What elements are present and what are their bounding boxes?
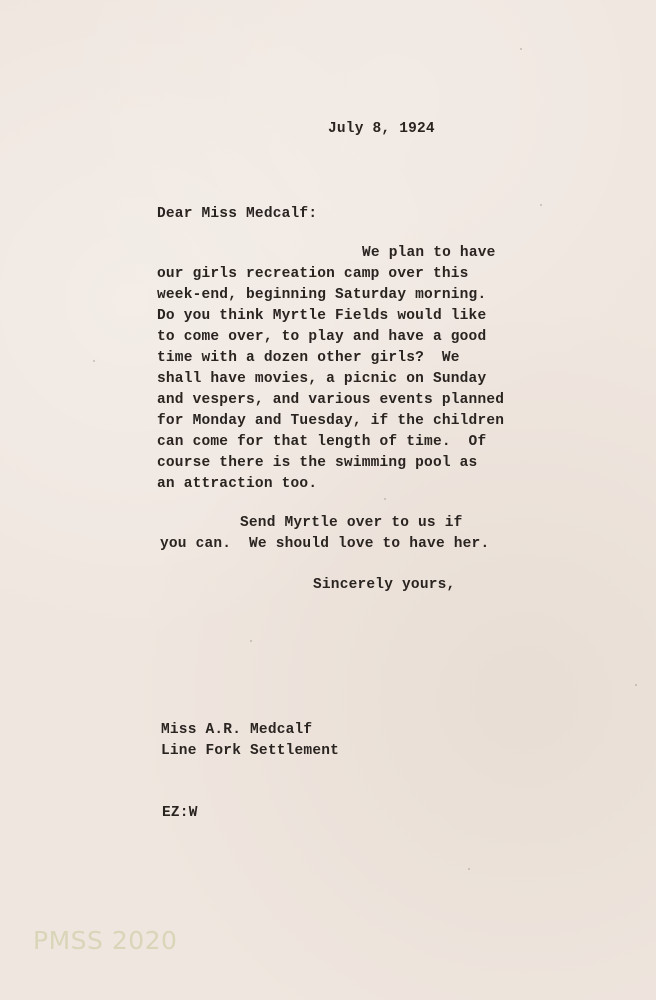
paragraph-line: shall have movies, a picnic on Sunday <box>157 371 487 387</box>
paragraph-line: time with a dozen other girls? We <box>157 350 460 366</box>
archive-watermark: PMSS 2020 <box>33 926 178 955</box>
paragraph-line: our girls recreation camp over this <box>157 266 469 282</box>
paragraph-line: Do you think Myrtle Fields would like <box>157 308 487 324</box>
paper-speck <box>384 498 386 500</box>
paragraph-line: can come for that length of time. Of <box>157 434 487 450</box>
recipient-org: Line Fork Settlement <box>161 743 340 759</box>
recipient-name: Miss A.R. Medcalf <box>161 722 313 738</box>
paragraph-line: to come over, to play and have a good <box>157 329 487 345</box>
paragraph-line: and vespers, and various events planned <box>157 392 505 408</box>
paragraph-line: you can. We should love to have her. <box>160 536 490 552</box>
typist-initials: EZ:W <box>162 805 198 821</box>
paper-speck <box>250 640 252 642</box>
paper-speck <box>635 684 637 686</box>
paragraph-line: week-end, beginning Saturday morning. <box>157 287 487 303</box>
paragraph-line: an attraction too. <box>157 476 318 492</box>
paragraph-line: for Monday and Tuesday, if the children <box>157 413 505 429</box>
paragraph-line: Send Myrtle over to us if <box>240 515 463 531</box>
paragraph-line: course there is the swimming pool as <box>157 455 478 471</box>
paper-speck <box>520 48 522 50</box>
paper-speck <box>468 868 470 870</box>
paragraph-line: We plan to have <box>362 245 496 261</box>
letter-date: July 8, 1924 <box>328 121 435 137</box>
paper-speck <box>540 204 542 206</box>
closing: Sincerely yours, <box>313 577 456 593</box>
salutation: Dear Miss Medcalf: <box>157 206 318 222</box>
paper-speck <box>93 360 95 362</box>
